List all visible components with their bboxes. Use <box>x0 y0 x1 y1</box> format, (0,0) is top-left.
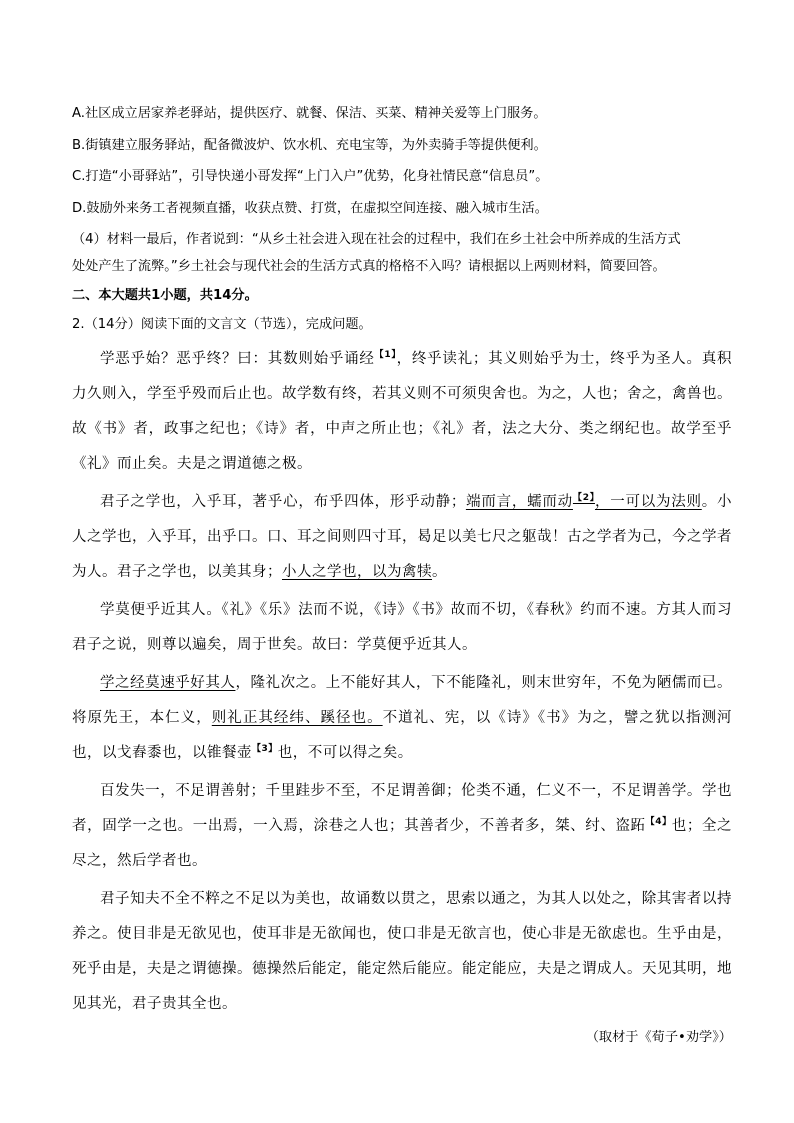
underlined-phrase-2: ，一可以为法则 <box>594 494 702 511</box>
underlined-phrase-5: 则礼正其经纬、蹊径也。 <box>211 710 383 727</box>
classical-passage <box>72 342 732 1022</box>
document-page <box>72 98 732 1045</box>
options-list <box>72 98 732 224</box>
text-segment: 也，不可以得之矣。 <box>277 745 413 762</box>
question-4-line-2: 处处产生了流弊。”乡土社会与现代社会的生活方式真的格格不入吗？请根据以上两则材料，简要回答。 <box>72 259 666 275</box>
underlined-phrase-3: 小人之学也，以为禽犊 <box>282 564 432 581</box>
text-segment: 不道礼、宪，以《诗》《书》为之，譬之犹以指测河也，以戈舂黍也，以锥餐壶 <box>72 710 733 762</box>
option-a: A.社区成立居家养老驿站，提供医疗、就餐、保洁、买菜、精神关爱等上门服务。 <box>72 106 547 121</box>
text-segment: 君子之学也，入乎耳，著乎心，布乎四体，形乎动静； <box>100 494 466 511</box>
underlined-phrase-4: 学之经莫速乎好其人 <box>100 675 236 692</box>
option-c: C.打造“小哥驿站”，引导快递小哥发挥“上门入户”优势，化身社情民意“信息员”。 <box>72 169 549 185</box>
text-segment: ，隆礼次之。上不能好其人，下不能隆礼，则末世穷年，不免为陋儒而已。将原先王，本仁义， <box>72 675 733 727</box>
paragraph-4 <box>72 666 732 771</box>
text-segment: 学恶乎始？恶乎终？曰：其数则始乎诵经 <box>100 351 375 368</box>
text-segment: ，终乎读礼；其义则始乎为士，终乎为圣人。真积力久则入，学至乎殁而后止也。故学数有终，若其义则不可须臾舍也。为之，人也；舍之，禽兽也。故《书》者，政事之纪也；《诗》者，中声之所止也；《礼》者，法之大分、类之纲纪也。故学至乎《礼》而止矣。夫是之谓道德之极。 <box>72 351 733 473</box>
paragraph-1 <box>72 342 732 482</box>
text-segment: 。小人之学也，入乎耳，出乎口。口、耳之间则四寸耳，曷足以美七尺之躯哉！古之学者为己，今之学者为人。君子之学也，以美其身； <box>72 494 733 581</box>
footnote-marker-3: 【3】 <box>252 744 278 755</box>
question-4 <box>72 226 732 280</box>
footnote-marker-1: 【1】 <box>374 350 397 361</box>
underlined-phrase-1: 端而言，蠕而动 <box>465 494 573 511</box>
question-2-prompt: 2.（14分）阅读下面的文言文（节选），完成问题。 <box>72 317 372 333</box>
text-segment: 百发失一，不足谓善射；千里跬步不至，不足谓善御；伦类不通，仁义不一，不足谓善学。学也者，固学一之也。一出焉，一入焉，涂巷之人也；其善者少，不善者多，桀、纣、盗跖 <box>72 783 732 835</box>
section-title: 二、本大题共1小题，共14分。 <box>72 288 258 304</box>
paragraph-5 <box>72 774 732 879</box>
question-4-line-1: （4）材料一最后，作者说到：“从乡土社会进入现在社会的过程中，我们在乡土社会中所养成的生活方式 <box>72 232 681 248</box>
text-segment: 。 <box>432 564 447 581</box>
source-citation: （取材于《荀子•劝学》） <box>585 1030 732 1046</box>
text-segment: 也；全之尽之，然后学者也。 <box>72 818 733 870</box>
paragraph-2 <box>72 485 732 590</box>
option-b: B.街镇建立服务驿站，配备微波炉、饮水机、充电宝等，为外卖骑手等提供便利。 <box>72 137 547 153</box>
paragraph-3: 学莫便乎近其人。《礼》《乐》法而不说，《诗》《书》故而不切，《春秋》约而不速。方其人而习君子之说，则尊以遍矣，周于世矣。故曰：学莫便乎近其人。 <box>72 602 732 654</box>
footnote-marker-2: 【2】 <box>572 493 595 504</box>
option-d: D.鼓励外来务工者视频直播，收获点赞、打赏，在虚拟空间连接、融入城市生活。 <box>72 200 548 216</box>
footnote-marker-4: 【4】 <box>645 817 672 828</box>
paragraph-6: 君子知夫不全不粹之不足以为美也，故诵数以贯之，思索以通之，为其人以处之，除其害者以持养之。使目非是无欲见也，使耳非是无欲闻也，使口非是无欲言也，使心非是无欲虑也。生乎由是，死乎由是，夫是之谓德操。德操然后能定，能定然后能应。能定能应，夫是之谓成人。天见其明，地见其光，君子贵其全也。 <box>72 891 732 1013</box>
